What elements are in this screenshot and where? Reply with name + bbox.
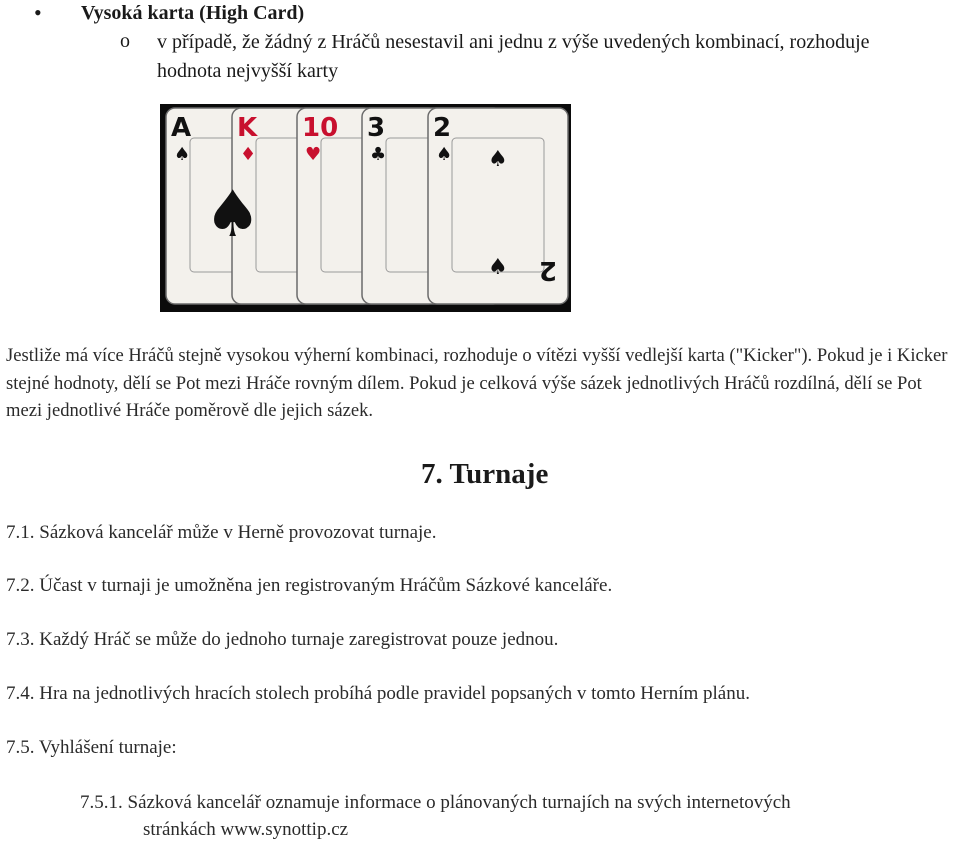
card-suit-icon: ♣ <box>370 144 387 165</box>
card-suit-icon: ♥ <box>305 144 322 165</box>
rule-subitem <box>80 789 960 843</box>
card-pip-icon: ♠ <box>488 147 508 172</box>
playing-cards-illustration <box>160 104 571 312</box>
ace-pip-icon: ♠ <box>204 178 262 252</box>
card-rank: 10 <box>302 113 339 143</box>
card-suit-icon: ♠ <box>174 144 191 165</box>
rule-item: 7.1. Sázková kancelář může v Herně provozovat turnaje. <box>6 522 437 543</box>
card-suit-icon: ♠ <box>436 144 453 165</box>
rule-item: 7.2. Účast v turnaji je umožněna jen registrovaným Hráčům Sázkové kanceláře. <box>6 575 613 596</box>
rule-item: 7.3. Každý Hráč se může do jednoho turnaje zaregistrovat pouze jednou. <box>6 629 559 650</box>
card-rank: A <box>171 113 192 143</box>
card-pip-icon: ♠ <box>488 255 508 280</box>
list-bullet: • <box>34 0 42 25</box>
rule-item: 7.4. Hra na jednotlivých hracích stolech probíhá podle pravidel popsaných v tomto Herním plánu. <box>6 683 750 704</box>
kicker-paragraph: Jestliže má více Hráčů stejně vysokou výherní kombinaci, rozhoduje o vítězi vyšší vedlejší karta ("Kicker"). Pokud je i Kicker stejné hodnoty, dělí se Pot mezi Hráče rovným dílem. Pokud je celková výše sázek jednotlivých Hráčů rozdílná, dělí se Pot mezi jednotlivé Hráče poměrově dle jejich sázek. <box>6 345 948 422</box>
card-rank: K <box>237 113 258 143</box>
hand-description: v případě, že žádný z Hráčů nesestavil ani jednu z výše uvedených kombinací, rozhoduje hodnota nejvyšší karty <box>157 31 870 82</box>
hand-heading: Vysoká karta (High Card) <box>81 2 305 24</box>
section-title: 7. Turnaje <box>421 458 549 490</box>
card-suit-icon: ♦ <box>240 144 257 165</box>
sub-list-bullet: o <box>120 30 130 52</box>
card-rank: 3 <box>367 113 386 143</box>
cards-image <box>160 104 571 312</box>
card-rank: 2 <box>433 113 452 143</box>
rule-subitem-continuation: stránkách www.synottip.cz <box>143 819 349 840</box>
rule-item: 7.5. Vyhlášení turnaje: <box>6 737 177 758</box>
card-rank: 2 <box>538 255 557 285</box>
rule-subitem-line: 7.5.1. Sázková kancelář oznamuje informace o plánovaných turnajích na svých internetových <box>80 792 791 813</box>
